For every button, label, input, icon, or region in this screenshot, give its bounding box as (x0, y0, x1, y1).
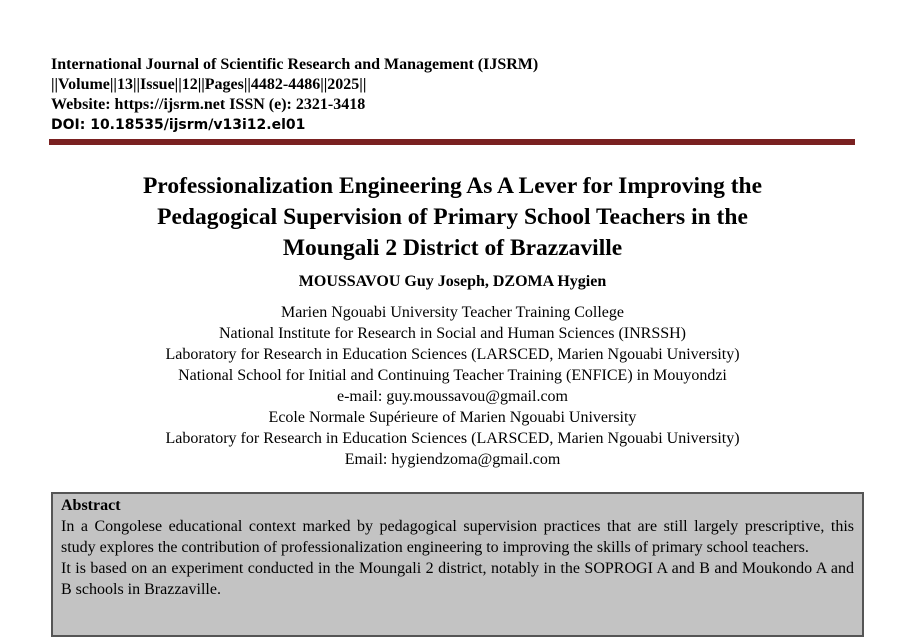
journal-issue: ||Volume||13||Issue||12||Pages||4482-4486||2025|| (51, 76, 367, 93)
abstract-paragraph: It is based on an experiment conducted in the Moungali 2 district, notably in the SOPROGI A and B and Moukondo A and B schools in Brazzaville. (61, 560, 854, 598)
author-email: Email: hygiendzoma@gmail.com (344, 451, 561, 468)
title-line: Pedagogical Supervision of Primary School Teachers in the (157, 204, 748, 230)
title-line: Professionalization Engineering As A Lever for Improving the (142, 173, 763, 199)
title-line: Moungali 2 District of Brazzaville (282, 235, 623, 261)
affiliation-line: National Institute for Research in Social and Human Sciences (INRSSH) (219, 325, 686, 342)
abstract-paragraph: In a Congolese educational context marked by pedagogical supervision practices that are still largely prescriptive, this study explores the contribution of professionalization engineering to improving the skills of primary school teachers. (61, 518, 854, 556)
abstract-heading: Abstract (61, 497, 121, 514)
affiliation-line: Laboratory for Research in Education Sciences (LARSCED, Marien Ngouabi University) (165, 346, 740, 363)
author-email: e-mail: guy.moussavou@gmail.com (337, 388, 568, 405)
abstract-box (51, 492, 864, 637)
affiliation-line: Laboratory for Research in Education Sciences (LARSCED, Marien Ngouabi University) (165, 430, 740, 447)
affiliation-line: Ecole Normale Supérieure of Marien Ngouabi University (268, 409, 637, 426)
journal-header (51, 55, 851, 135)
journal-website: Website: https://ijsrm.net ISSN (e): 2321-3418 (51, 96, 366, 113)
affiliations (40, 302, 865, 470)
header-divider (49, 139, 855, 145)
affiliation-line: National School for Initial and Continuing Teacher Training (ENFICE) in Mouyondzi (178, 367, 727, 384)
paper-authors: MOUSSAVOU Guy Joseph, DZOMA Hygien (298, 273, 607, 290)
journal-doi: DOI: 10.18535/ijsrm/v13i12.el01 (51, 117, 306, 133)
affiliation-line: Marien Ngouabi University Teacher Training College (281, 304, 624, 321)
journal-name: International Journal of Scientific Research and Management (IJSRM) (51, 56, 539, 73)
paper-title (40, 171, 865, 264)
